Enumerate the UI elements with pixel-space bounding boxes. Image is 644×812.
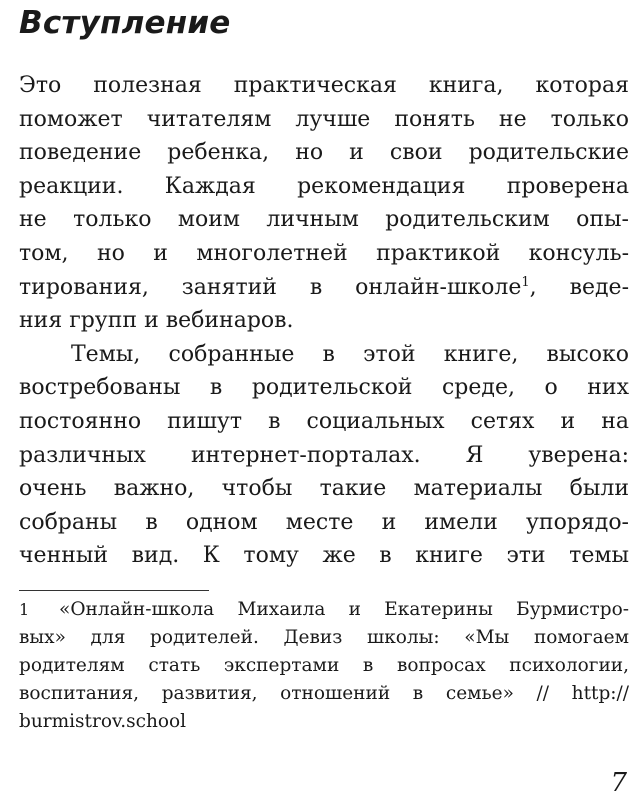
footnote-reference[interactable]: 1: [521, 274, 530, 290]
text-line: поможет читателям лучше понять не только: [19, 106, 629, 132]
text-line: ния групп и вебинаров.: [19, 308, 294, 334]
text-line: реакции. Каждая рекомендация проверена: [19, 173, 629, 199]
footnote-text: «Онлайн-школа Михаила и Екатерины Бурмистро-: [59, 599, 629, 620]
text-line: постоянно пишут в социальных сетях и на: [19, 408, 629, 434]
footnote-line: вых» для родителей. Девиз школы: «Мы помогаем: [19, 627, 629, 648]
page-number: 7: [610, 768, 627, 798]
text-line: Темы, собранные в этой книге, высоко: [71, 341, 629, 367]
text-line: очень важно, чтобы такие материалы были: [19, 476, 629, 502]
text-line-with-footnote: [19, 271, 629, 305]
text-line: том, но и многолетней практикой консуль-: [19, 240, 629, 266]
paragraph-2: [19, 338, 629, 573]
text-line: ченный вид. К тому же в книге эти темы: [19, 543, 629, 569]
text-fragment: тирования, занятий в онлайн-школе: [19, 274, 522, 300]
text-line: различных интернет-порталах. Я уверена:: [19, 442, 629, 468]
text-line: поведение ребенка, но и свои родительские: [19, 140, 629, 166]
chapter-heading: Вступление: [19, 5, 231, 41]
text-line: собраны в одном месте и имели упорядо-: [19, 509, 629, 535]
footnote-number: 1: [19, 600, 30, 619]
footnote-line: родителям стать экспертами в вопросах психологии,: [19, 655, 629, 676]
footnote-line: воспитания, развития, отношений в семье» // http://: [19, 683, 629, 704]
footnote-line: [19, 596, 629, 624]
text-line: востребованы в родительской среде, о них: [19, 375, 629, 401]
paragraph-1: [19, 69, 629, 338]
main-text: [19, 69, 629, 573]
text-line: не только моим личным родительским опы-: [19, 207, 629, 233]
text-line: Это полезная практическая книга, которая: [19, 73, 629, 98]
text-fragment: , веде-: [529, 274, 629, 300]
footnote-divider: [19, 590, 209, 591]
footnote: [19, 596, 629, 736]
footnote-link[interactable]: burmistrov.school: [19, 711, 187, 732]
